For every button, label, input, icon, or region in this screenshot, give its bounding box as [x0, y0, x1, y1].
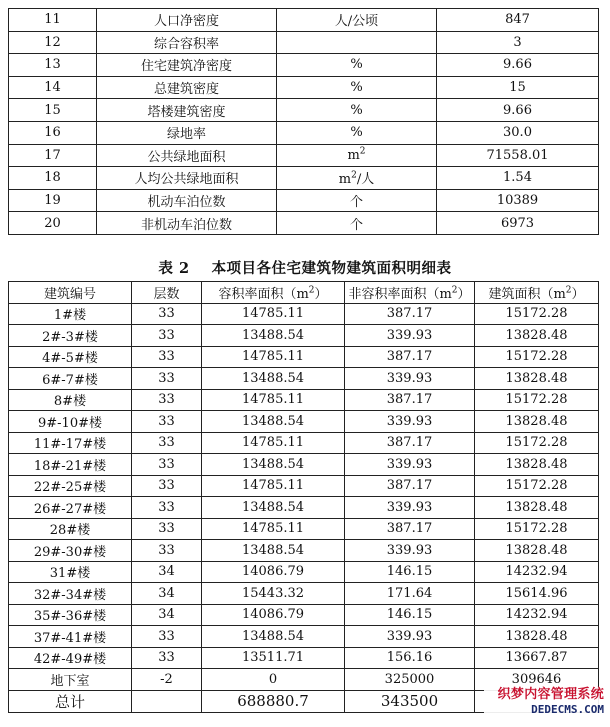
- building-nonfar-area: 339.93: [345, 411, 475, 433]
- indicator-row: [9, 54, 599, 77]
- building-floors: 33: [132, 432, 202, 454]
- building-no: 18#-21#楼: [9, 454, 132, 476]
- indicator-item: 塔楼建筑密度: [97, 99, 277, 122]
- building-no: 2#-3#楼: [9, 325, 132, 347]
- indicator-no: 16: [9, 121, 97, 144]
- building-nonfar-area: 339.93: [345, 454, 475, 476]
- indicator-row: [9, 9, 599, 32]
- building-no: 28#楼: [9, 518, 132, 540]
- indicator-unit: %: [277, 76, 437, 99]
- indicator-no: 17: [9, 144, 97, 167]
- indicator-row: [9, 212, 599, 235]
- building-row: [9, 346, 599, 368]
- building-nonfar-area: 156.16: [345, 647, 475, 669]
- header-building-no: 建筑编号: [9, 282, 132, 304]
- building-far-area: 14785.11: [202, 475, 345, 497]
- watermark-line2: DEDECMS.COM: [531, 702, 604, 716]
- indicator-no: 14: [9, 76, 97, 99]
- header-far-area: 容积率面积$(m^2)$: [202, 282, 345, 304]
- building-total-area: 13667.87: [475, 647, 599, 669]
- building-floors: 33: [132, 497, 202, 519]
- building-no: 4#-5#楼: [9, 346, 132, 368]
- building-no: 29#-30#楼: [9, 540, 132, 562]
- building-far-area: 14086.79: [202, 561, 345, 583]
- indicator-row: [9, 189, 599, 212]
- building-floors: -2: [132, 669, 202, 691]
- building-row: [9, 497, 599, 519]
- building-floors: 33: [132, 647, 202, 669]
- building-total-area: 309646: [475, 669, 599, 691]
- watermark-logo: [484, 687, 604, 725]
- building-floors: 33: [132, 626, 202, 648]
- building-total-area: 15172.28: [475, 389, 599, 411]
- building-floors: 34: [132, 583, 202, 605]
- indicator-unit: $m^2$: [277, 144, 437, 167]
- building-no: 26#-27#楼: [9, 497, 132, 519]
- indicator-unit: 个: [277, 212, 437, 235]
- indicator-no: 20: [9, 212, 97, 235]
- building-row: [9, 368, 599, 390]
- indicator-unit: 个: [277, 189, 437, 212]
- building-far-area: 13488.54: [202, 325, 345, 347]
- table2-caption-title: 本项目各住宅建筑物建筑面积明细表: [211, 260, 452, 277]
- building-total-area: 13828.48: [475, 540, 599, 562]
- building-far-area: 13488.54: [202, 626, 345, 648]
- building-floors: 33: [132, 303, 202, 325]
- indicator-item: 非机动车泊位数: [97, 212, 277, 235]
- total-nonfar-area: 343500: [345, 690, 475, 712]
- building-total-area: 15172.28: [475, 432, 599, 454]
- building-no: 42#-49#楼: [9, 647, 132, 669]
- building-floors: 33: [132, 411, 202, 433]
- building-far-area: 13488.54: [202, 497, 345, 519]
- building-row: [9, 411, 599, 433]
- indicator-no: 19: [9, 189, 97, 212]
- building-floors: 33: [132, 389, 202, 411]
- building-no: 37#-41#楼: [9, 626, 132, 648]
- indicator-no: 11: [9, 9, 97, 32]
- building-nonfar-area: 146.15: [345, 604, 475, 626]
- building-nonfar-area: 387.17: [345, 475, 475, 497]
- building-nonfar-area: 387.17: [345, 346, 475, 368]
- indicator-row: [9, 144, 599, 167]
- indicator-row: [9, 76, 599, 99]
- building-row: [9, 540, 599, 562]
- building-floors: 34: [132, 561, 202, 583]
- indicator-value: 6973: [437, 212, 599, 235]
- building-total-area: 14232.94: [475, 561, 599, 583]
- building-no: 35#-36#楼: [9, 604, 132, 626]
- building-far-area: 13488.54: [202, 540, 345, 562]
- building-total-area: 14232.94: [475, 604, 599, 626]
- building-far-area: 13488.54: [202, 454, 345, 476]
- building-row: [9, 303, 599, 325]
- building-nonfar-area: 387.17: [345, 518, 475, 540]
- building-row: [9, 583, 599, 605]
- building-far-area: 13488.54: [202, 411, 345, 433]
- total-far-area: 688880.7: [202, 690, 345, 712]
- indicator-item: 绿地率: [97, 121, 277, 144]
- indicator-row: [9, 167, 599, 190]
- building-far-area: 15443.32: [202, 583, 345, 605]
- indicator-no: 12: [9, 31, 97, 54]
- building-total-area: 15172.28: [475, 475, 599, 497]
- building-row: [9, 432, 599, 454]
- building-floors: 34: [132, 604, 202, 626]
- building-row: [9, 325, 599, 347]
- indicator-value: 10389: [437, 189, 599, 212]
- building-floors: 33: [132, 368, 202, 390]
- indicator-unit: 人/公顷: [277, 9, 437, 32]
- indicator-value: 9.66: [437, 99, 599, 122]
- building-far-area: 14086.79: [202, 604, 345, 626]
- building-no: 6#-7#楼: [9, 368, 132, 390]
- header-nonfar-area: 非容积率面积$(m^2)$: [345, 282, 475, 304]
- building-row: [9, 475, 599, 497]
- building-total-area: 13828.48: [475, 454, 599, 476]
- building-nonfar-area: 339.93: [345, 325, 475, 347]
- building-far-area: 14785.11: [202, 389, 345, 411]
- watermark-line1: 织梦内容管理系统: [497, 687, 604, 702]
- table2-header-row: [9, 282, 599, 304]
- building-total-area: 13828.48: [475, 411, 599, 433]
- total-floors: [132, 690, 202, 712]
- building-row: [9, 561, 599, 583]
- table2-caption-label: 表 2: [158, 260, 190, 277]
- indicator-value: 3: [437, 31, 599, 54]
- building-nonfar-area: 325000: [345, 669, 475, 691]
- indicator-item: 综合容积率: [97, 31, 277, 54]
- building-nonfar-area: 387.17: [345, 303, 475, 325]
- indicator-no: 18: [9, 167, 97, 190]
- indicator-row: [9, 31, 599, 54]
- building-row: [9, 518, 599, 540]
- building-no: 32#-34#楼: [9, 583, 132, 605]
- indicator-value: 15: [437, 76, 599, 99]
- indicator-value: 847: [437, 9, 599, 32]
- indicator-item: 住宅建筑净密度: [97, 54, 277, 77]
- building-nonfar-area: 339.93: [345, 626, 475, 648]
- building-total-area: 15172.28: [475, 518, 599, 540]
- building-total-area: 13828.48: [475, 368, 599, 390]
- building-row: [9, 389, 599, 411]
- building-no: 8#楼: [9, 389, 132, 411]
- building-far-area: 0: [202, 669, 345, 691]
- indicator-unit: %: [277, 121, 437, 144]
- building-nonfar-area: 387.17: [345, 432, 475, 454]
- total-label: 总计: [9, 690, 132, 712]
- building-total-area: 15614.96: [475, 583, 599, 605]
- indicator-no: 13: [9, 54, 97, 77]
- building-row: [9, 647, 599, 669]
- building-far-area: 13488.54: [202, 368, 345, 390]
- indicator-value: 71558.01: [437, 144, 599, 167]
- building-far-area: 14785.11: [202, 518, 345, 540]
- indicator-table: [8, 8, 599, 235]
- indicator-row: [9, 99, 599, 122]
- building-floors: 33: [132, 475, 202, 497]
- building-row: [9, 454, 599, 476]
- indicator-value: 9.66: [437, 54, 599, 77]
- building-nonfar-area: 171.64: [345, 583, 475, 605]
- building-total-area: 13828.48: [475, 325, 599, 347]
- indicator-table-body: [9, 9, 599, 235]
- building-nonfar-area: 339.93: [345, 497, 475, 519]
- building-nonfar-area: 387.17: [345, 389, 475, 411]
- building-no: 地下室: [9, 669, 132, 691]
- indicator-item: 人均公共绿地面积: [97, 167, 277, 190]
- building-total-area: 13828.48: [475, 626, 599, 648]
- building-no: 31#楼: [9, 561, 132, 583]
- building-no: 9#-10#楼: [9, 411, 132, 433]
- indicator-unit: [277, 31, 437, 54]
- building-area-table-body: [9, 303, 599, 712]
- building-row: [9, 626, 599, 648]
- building-floors: 33: [132, 518, 202, 540]
- building-no: 1#楼: [9, 303, 132, 325]
- indicator-unit: %: [277, 54, 437, 77]
- building-far-area: 13511.71: [202, 647, 345, 669]
- building-no: 22#-25#楼: [9, 475, 132, 497]
- building-total-area: 15172.28: [475, 346, 599, 368]
- building-total-area: 15172.28: [475, 303, 599, 325]
- building-far-area: 14785.11: [202, 432, 345, 454]
- building-nonfar-area: 146.15: [345, 561, 475, 583]
- building-floors: 33: [132, 540, 202, 562]
- header-total-area: 建筑面积$(m^2)$: [475, 282, 599, 304]
- building-floors: 33: [132, 325, 202, 347]
- building-no: 11#-17#楼: [9, 432, 132, 454]
- building-far-area: 14785.11: [202, 346, 345, 368]
- building-total-area: 13828.48: [475, 497, 599, 519]
- indicator-item: 机动车泊位数: [97, 189, 277, 212]
- indicator-item: 人口净密度: [97, 9, 277, 32]
- building-nonfar-area: 339.93: [345, 540, 475, 562]
- building-nonfar-area: 339.93: [345, 368, 475, 390]
- indicator-no: 15: [9, 99, 97, 122]
- building-floors: 33: [132, 454, 202, 476]
- building-far-area: 14785.11: [202, 303, 345, 325]
- building-area-table: [8, 281, 599, 713]
- building-row: [9, 604, 599, 626]
- indicator-value: 1.54: [437, 167, 599, 190]
- indicator-item: 公共绿地面积: [97, 144, 277, 167]
- table2-caption: [0, 257, 610, 278]
- building-floors: 33: [132, 346, 202, 368]
- indicator-item: 总建筑密度: [97, 76, 277, 99]
- header-floors: 层数: [132, 282, 202, 304]
- indicator-value: 30.0: [437, 121, 599, 144]
- indicator-unit: $m^2/$人: [277, 167, 437, 190]
- indicator-row: [9, 121, 599, 144]
- indicator-unit: %: [277, 99, 437, 122]
